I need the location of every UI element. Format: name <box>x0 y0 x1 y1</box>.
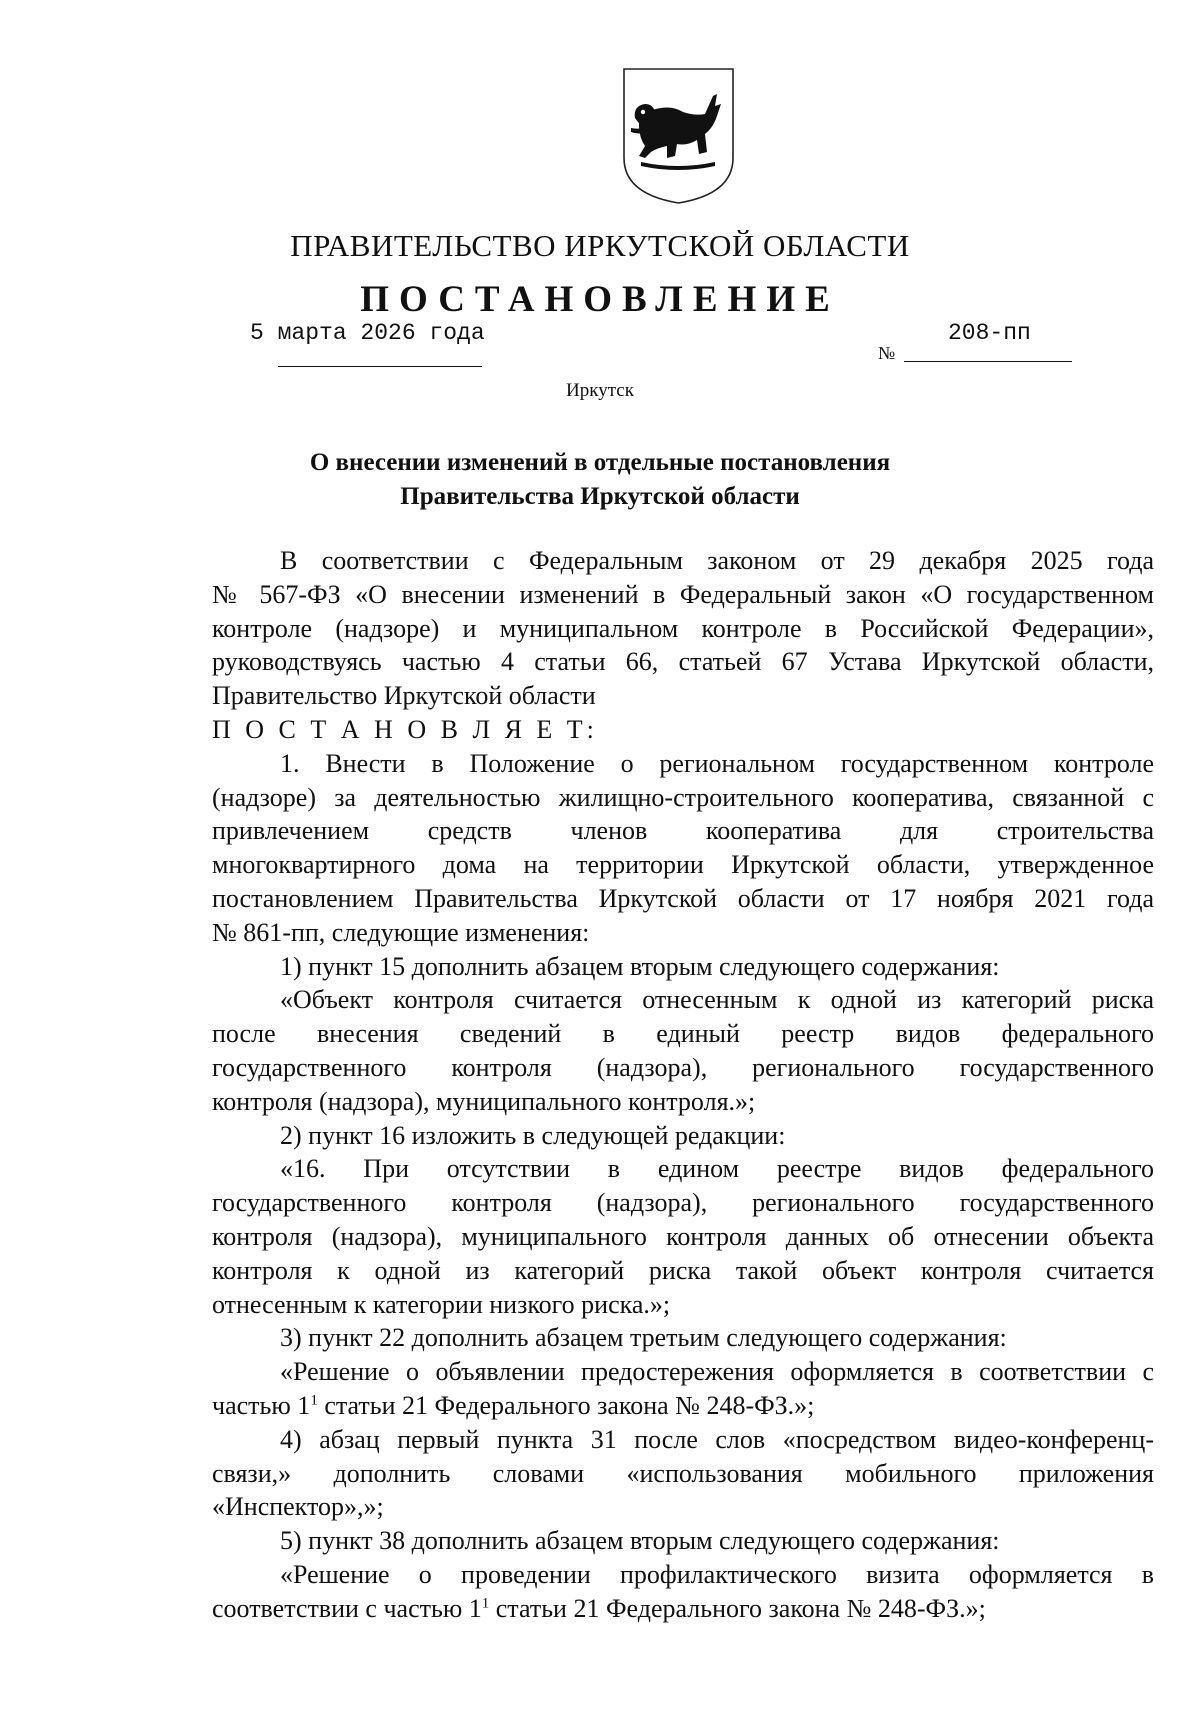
superscript: 1 <box>310 1392 318 1409</box>
preamble-line: контроле (надзоре) и муниципальном контроле в Российской Федерации», <box>212 613 1154 643</box>
preamble-line: № 567-ФЗ «О внесении изменений в Федеральный закон «О государственном <box>212 579 1154 609</box>
quote2-line: контроля (надзора), муниципального контроля данных об отнесении объекта <box>212 1221 1154 1251</box>
subitem-4-line: 4) абзац первый пункта 31 после слов «посредством видео-конференц- <box>280 1424 1154 1454</box>
quote1-line: «Объект контроля считается отнесенным к одной из категорий риска <box>280 985 1154 1015</box>
subitem-4-line: связи,» дополнить словами «использования мобильного приложения <box>212 1458 1154 1488</box>
quote2-line: отнесенным к категории низкого риска.»; <box>212 1289 671 1319</box>
quote3-line: «Решение о объявлении предостережения оформляется в соответствии с <box>280 1357 1154 1387</box>
irkutsk-coat-of-arms-babr-icon <box>621 66 736 206</box>
quote1-line: после внесения сведений в единый реестр видов федерального <box>212 1019 1154 1049</box>
quote2-line: контроля к одной из категорий риска такой объект контроля считается <box>212 1255 1154 1285</box>
quote3-text: статьи 21 Федерального закона № 248-ФЗ.»; <box>317 1390 815 1420</box>
number-sign: № <box>878 343 896 363</box>
city: Иркутск <box>566 380 634 401</box>
subitem-5: 5) пункт 38 дополнить абзацем вторым следующего содержания: <box>280 1526 1000 1556</box>
quote5-text: соответствии с частью 1 <box>212 1593 482 1623</box>
subitem-4-line: «Инспектор»,»; <box>212 1492 384 1522</box>
quote5-text: статьи 21 Федерального закона № 248-ФЗ.»; <box>489 1593 986 1623</box>
date-underline <box>278 366 482 367</box>
document-type: ПОСТАНОВЛЕНИЕ <box>360 279 840 320</box>
superscript: 1 <box>481 1595 490 1612</box>
number-underline <box>904 361 1072 362</box>
preamble-line: руководствуясь частью 4 статьи 66, статьей 67 Устава Иркутской области, <box>212 647 1154 677</box>
quote2-line: «16. При отсутствии в едином реестре видов федерального <box>280 1154 1154 1184</box>
item1-line: многоквартирного дома на территории Иркутской области, утвержденное <box>212 850 1154 880</box>
item1-line: постановлением Правительства Иркутской области от 17 ноября 2021 года <box>212 883 1154 913</box>
item1-line: 1. Внести в Положение о региональном государственном контроле <box>280 748 1154 778</box>
quote5-line <box>212 1592 1154 1626</box>
quote3-line <box>212 1389 1154 1423</box>
quote1-line: государственного контроля (надзора), регионального государственного <box>212 1052 1154 1082</box>
decree-word: П О С Т А Н О В Л Я Е Т: <box>212 714 598 744</box>
document-number: 208-пп <box>948 320 1031 346</box>
subitem-2: 2) пункт 16 изложить в следующей редакции: <box>280 1120 786 1150</box>
title-line: Правительства Иркутской области <box>400 483 800 510</box>
subitem-1: 1) пункт 15 дополнить абзацем вторым следующего содержания: <box>280 951 1000 981</box>
quote3-text: частью 1 <box>212 1390 311 1420</box>
title-line: О внесении изменений в отдельные постановления <box>309 449 891 476</box>
subitem-3: 3) пункт 22 дополнить абзацем третьим следующего содержания: <box>280 1323 1007 1353</box>
quote5-line: «Решение о проведении профилактического визита оформляется в <box>280 1559 1154 1589</box>
government-name: ПРАВИТЕЛЬСТВО ИРКУТСКОЙ ОБЛАСТИ <box>290 228 910 263</box>
document-body <box>212 544 1154 1626</box>
preamble-line: В соответствии с Федеральным законом от 29 декабря 2025 года <box>280 546 1154 575</box>
quote1-line: контроля (надзора), муниципального контроля.»; <box>212 1086 756 1116</box>
item1-line: № 861-пп, следующие изменения: <box>212 917 590 947</box>
document-date: 5 марта 2026 года <box>250 320 485 346</box>
document-title <box>0 446 1200 514</box>
quote2-line: государственного контроля (надзора), регионального государственного <box>212 1188 1154 1218</box>
item1-line: (надзоре) за деятельностью жилищно-строительного кооператива, связанной с <box>212 782 1154 812</box>
item1-line: привлечением средств членов кооператива для строительства <box>212 816 1154 846</box>
preamble-line: Правительство Иркутской области <box>212 681 596 711</box>
